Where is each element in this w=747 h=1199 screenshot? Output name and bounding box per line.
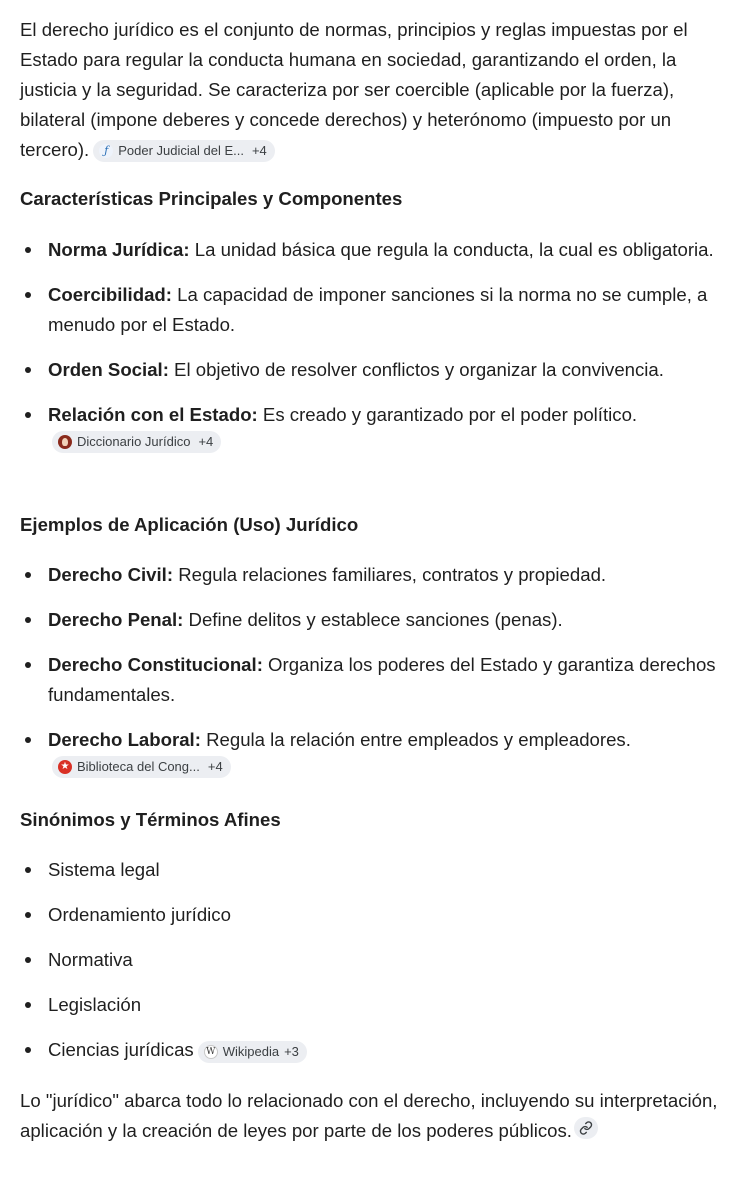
list-item bbox=[20, 400, 720, 460]
source-chip-label: Biblioteca del Cong... bbox=[77, 759, 200, 774]
list-item bbox=[20, 650, 720, 710]
source-chip-count: +4 bbox=[207, 759, 223, 774]
intro-text: El derecho jurídico es el conjunto de normas, principios y reglas impuestas por el Estado para regular la conducta humana en sociedad, garantizando el orden, la justicia y la seguridad. Se caracteriza por ser coercible (aplicable por la fuerza), bilateral (impone deberes y concede derechos) y heterónomo (impuesto por un tercero). bbox=[20, 19, 688, 160]
section-heading-caracteristicas: Características Principales y Componentes bbox=[20, 188, 403, 209]
list-item bbox=[20, 605, 720, 635]
feather-icon: ƒ bbox=[99, 144, 113, 158]
list-ejemplos bbox=[20, 560, 720, 785]
library-star-icon bbox=[58, 760, 72, 774]
list-item-text: El objetivo de resolver conflictos y organizar la convivencia. bbox=[168, 359, 664, 380]
list-item bbox=[20, 235, 720, 265]
source-chip-wikipedia[interactable] bbox=[198, 1041, 307, 1063]
list-item: Normativa bbox=[20, 945, 720, 975]
closing-text: Lo "jurídico" abarca todo lo relacionado con el derecho, incluyendo su interpretación, aplicación y la creación de leyes por parte de los poderes públicos. bbox=[20, 1090, 718, 1141]
list-sinonimos bbox=[20, 855, 720, 1065]
list-item bbox=[20, 355, 720, 385]
list-item-text: La unidad básica que regula la conducta, la cual es obligatoria. bbox=[189, 239, 714, 260]
list-item-text: Es creado y garantizado por el poder político. bbox=[257, 404, 638, 425]
source-chip-label: Poder Judicial del E... bbox=[118, 143, 244, 158]
intro-paragraph bbox=[20, 15, 732, 165]
list-item: Sistema legal bbox=[20, 855, 720, 885]
list-item bbox=[20, 560, 720, 590]
source-chip-label: Wikipedia bbox=[222, 1044, 280, 1059]
list-item-term: Orden Social: bbox=[48, 359, 169, 380]
source-chip-count: +4 bbox=[198, 434, 214, 449]
list-item bbox=[20, 725, 720, 785]
list-item-text: Define delitos y establece sanciones (penas). bbox=[183, 609, 563, 630]
source-chip-count: +3 bbox=[284, 1044, 299, 1059]
source-link-button[interactable] bbox=[574, 1117, 598, 1139]
list-item-text: Organiza los poderes del Estado y garantiza derechos fundamentales. bbox=[48, 654, 716, 705]
section-heading-sinonimos: Sinónimos y Términos Afines bbox=[20, 809, 281, 830]
list-item-term: Coercibilidad: bbox=[48, 284, 172, 305]
list-item: Legislación bbox=[20, 990, 720, 1020]
wikipedia-icon: W bbox=[204, 1045, 218, 1059]
list-item-term: Norma Jurídica: bbox=[48, 239, 190, 260]
list-item-text: La capacidad de imponer sanciones si la norma no se cumple, a menudo por el Estado. bbox=[48, 284, 708, 335]
list-caracteristicas bbox=[20, 235, 720, 460]
section-heading-ejemplos: Ejemplos de Aplicación (Uso) Jurídico bbox=[20, 514, 359, 535]
source-chip-label: Diccionario Jurídico bbox=[77, 434, 191, 449]
list-item-term: Derecho Penal: bbox=[48, 609, 184, 630]
list-item-term: Relación con el Estado: bbox=[48, 404, 258, 425]
source-chip-diccionario-juridico[interactable] bbox=[52, 431, 221, 453]
list-item-term: Derecho Laboral: bbox=[48, 729, 201, 750]
source-chip-count: +4 bbox=[251, 143, 267, 158]
list-item-term: Derecho Constitucional: bbox=[48, 654, 263, 675]
list-item-text: Regula relaciones familiares, contratos y propiedad. bbox=[173, 564, 607, 585]
link-icon bbox=[579, 1121, 593, 1135]
list-item bbox=[20, 280, 720, 340]
source-chip-biblioteca-congreso[interactable] bbox=[52, 756, 231, 778]
source-chip-poder-judicial[interactable] bbox=[93, 140, 275, 162]
closing-paragraph bbox=[20, 1086, 732, 1146]
list-item-term: Derecho Civil: bbox=[48, 564, 174, 585]
list-item-text: Regula la relación entre empleados y empleadores. bbox=[200, 729, 631, 750]
dictionary-logo-icon bbox=[58, 435, 72, 449]
list-item bbox=[20, 1035, 720, 1065]
list-item-text: Ciencias jurídicas bbox=[48, 1039, 194, 1060]
list-item: Ordenamiento jurídico bbox=[20, 900, 720, 930]
